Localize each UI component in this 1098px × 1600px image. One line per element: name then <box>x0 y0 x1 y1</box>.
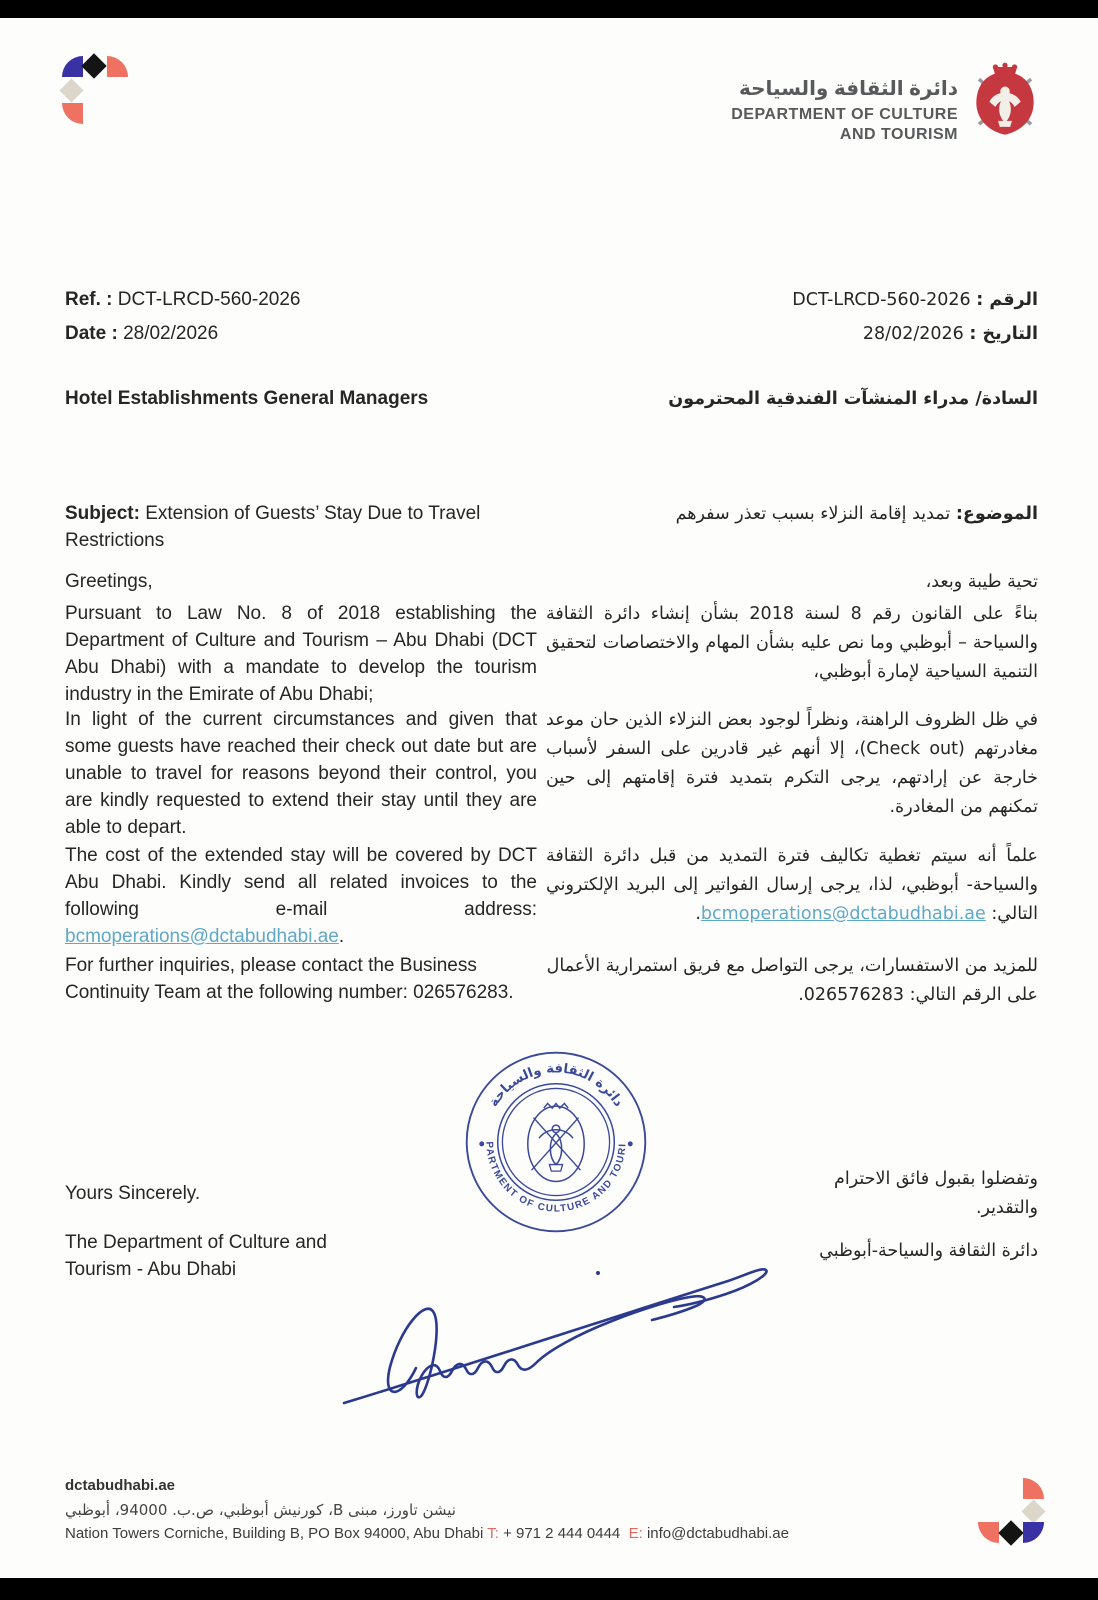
subject-label-ar: الموضوع: <box>955 504 1038 524</box>
handwritten-signature <box>330 1243 770 1418</box>
paragraph-4-en: For further inquiries, please contact the Business Continuity Team at the following number: 026576283. <box>65 955 514 1003</box>
date-row <box>65 320 1038 349</box>
paragraph-3-ar: علماً أنه سيتم تغطية تكاليف فترة التمديد من قبل دائرة الثقافة والسياحة- أبوظبي، لذا، يرجى إرسال الفواتير إلى البريد الإلكتروني التالي: <box>546 846 1038 924</box>
brand-name-arabic: دائرة الثقافة والسياحة <box>738 78 958 100</box>
brand-name-en-line1: DEPARTMENT OF CULTURE <box>731 106 958 123</box>
paragraph-1 <box>65 600 1038 708</box>
ref-label-ar: الرقم : <box>976 290 1038 310</box>
dct-geometric-mark-top-left <box>62 56 128 146</box>
ref-label-en: Ref. : <box>65 289 113 310</box>
paragraph-4-ar: للمزيد من الاستفسارات، يرجى التواصل مع فريق استمرارية الأعمال على الرقم التالي: 026576283. <box>546 956 1038 1005</box>
diamond-beige <box>59 78 83 102</box>
subject-text-en: Extension of Guests’ Stay Due to Travel Restrictions <box>65 503 481 551</box>
paragraph-3 <box>65 842 1038 950</box>
stamp-text-english: DEPARTMENT OF CULTURE AND TOURISM <box>483 1134 629 1215</box>
diamond-black <box>81 53 106 78</box>
footer-website: dctabudhabi.ae <box>65 1477 176 1494</box>
footer-block <box>65 1474 789 1546</box>
quarter-circle-coral <box>107 56 128 77</box>
subject-row <box>65 500 1038 554</box>
quarter-circle-coral-3 <box>1023 1478 1044 1499</box>
addressee-ar: السادة/ مدراء المنشآت الفندقية المحترمون <box>668 389 1038 409</box>
stamp-text-arabic: دائرة الثقافة والسياحة <box>486 1061 626 1110</box>
brand-name-en-line2: AND TOURISM <box>839 126 958 143</box>
addressee-row <box>65 385 1038 414</box>
date-label-ar: التاريخ : <box>969 324 1038 344</box>
ref-value-ar: DCT-LRCD-560-2026 <box>792 290 971 310</box>
footer-phone: + 971 2 444 0444 <box>503 1525 621 1542</box>
subject-text-ar: تمديد إقامة النزلاء بسبب تعذر سفرهم <box>675 504 951 524</box>
footer-email-label: E: <box>628 1525 643 1542</box>
official-seal-stamp <box>462 1048 650 1236</box>
greeting-ar: تحية طيبة وبعد، <box>925 572 1038 592</box>
ref-row <box>65 286 1038 315</box>
quarter-circle-blue-2 <box>1023 1522 1044 1543</box>
closing-ar-block <box>768 1165 1038 1266</box>
paragraph-2-ar: في ظل الظروف الراهنة، ونظراً لوجود بعض النزلاء الذين حان موعد مغادرتهم (Check out)، إلا أنهم غير قادرين على السفر لأسباب خارجة عن إرادتهم، يرجى التكرم بتمديد فترة إقامتهم إلى حين تمكنهم من المغادرة. <box>546 710 1038 817</box>
footer-email: info@dctabudhabi.ae <box>646 1525 789 1542</box>
diamond-black-2 <box>998 1520 1023 1545</box>
svg-text:DEPARTMENT OF CULTURE AND TOUR <box>483 1134 628 1215</box>
greeting-row <box>65 568 1038 597</box>
yours-sincerely: Yours Sincerely. <box>65 1183 201 1204</box>
subject-label-en: Subject: <box>65 503 140 524</box>
quarter-circle-coral-4 <box>978 1522 999 1543</box>
diamond-beige-2 <box>1021 1499 1045 1523</box>
greeting-en: Greetings, <box>65 571 153 592</box>
regards-ar: وتفضلوا بقبول فائق الاحترام والتقدير. <box>834 1169 1038 1218</box>
paragraph-3-en-period: . <box>338 926 345 947</box>
department-name-ar: دائرة الثقافة والسياحة-أبوظبي <box>819 1241 1038 1261</box>
abu-dhabi-falcon-emblem-icon <box>972 58 1038 142</box>
paragraph-2 <box>65 706 1038 841</box>
email-link-ar[interactable]: bcmoperations@dctabudhabi.ae <box>700 904 986 924</box>
department-name-en: The Department of Culture and Tourism - Abu Dhabi <box>65 1232 327 1280</box>
paragraph-3-en: The cost of the extended stay will be covered by DCT Abu Dhabi. Kindly send all related invoices to the following e-mail address: <box>65 845 537 920</box>
paragraph-1-ar: بناءً على القانون رقم 8 لسنة 2018 بشأن إنشاء دائرة الثقافة والسياحة – أبوظبي وما نص عليه بشأن المهام والاختصاصات لتحقيق التنمية السياحية لإمارة أبوظبي، <box>546 604 1038 682</box>
quarter-circle-blue <box>62 56 83 77</box>
date-value-ar: 28/02/2026 <box>862 324 964 344</box>
footer-address-en: Nation Towers Corniche, Building B, PO Box 94000, Abu Dhabi <box>65 1525 484 1542</box>
paragraph-2-en: In light of the current circumstances and given that some guests have reached their check out date but are unable to travel for reasons beyond their control, you are kindly requested to extend their stay until they are able to depart. <box>65 709 537 838</box>
date-value-en: 28/02/2026 <box>123 323 219 344</box>
email-link-en[interactable]: bcmoperations@dctabudhabi.ae <box>65 926 339 947</box>
letter-page <box>0 18 1098 1578</box>
paragraph-1-en: Pursuant to Law No. 8 of 2018 establishing the Department of Culture and Tourism – Abu Dhabi (DCT Abu Dhabi) with a mandate to develop the tourism industry in the Emirate of Abu Dhabi; <box>65 603 537 705</box>
date-label-en: Date : <box>65 323 118 344</box>
quarter-circle-coral-2 <box>62 103 83 124</box>
footer-phone-label: T: <box>487 1525 499 1542</box>
closing-en-block <box>65 1180 375 1283</box>
dct-geometric-mark-bottom-right <box>978 1478 1044 1564</box>
ref-value-en: DCT-LRCD-560-2026 <box>117 289 301 310</box>
paragraph-4 <box>65 952 1038 1010</box>
footer-address-ar: نيشن تاورز، مبنى B، كورنيش أبوظبي، ص.ب. 94000، أبوظبي <box>65 1501 456 1519</box>
addressee-en: Hotel Establishments General Managers <box>65 388 429 409</box>
header-brand <box>731 58 1038 145</box>
paragraph-3-ar-period: . <box>695 904 701 924</box>
